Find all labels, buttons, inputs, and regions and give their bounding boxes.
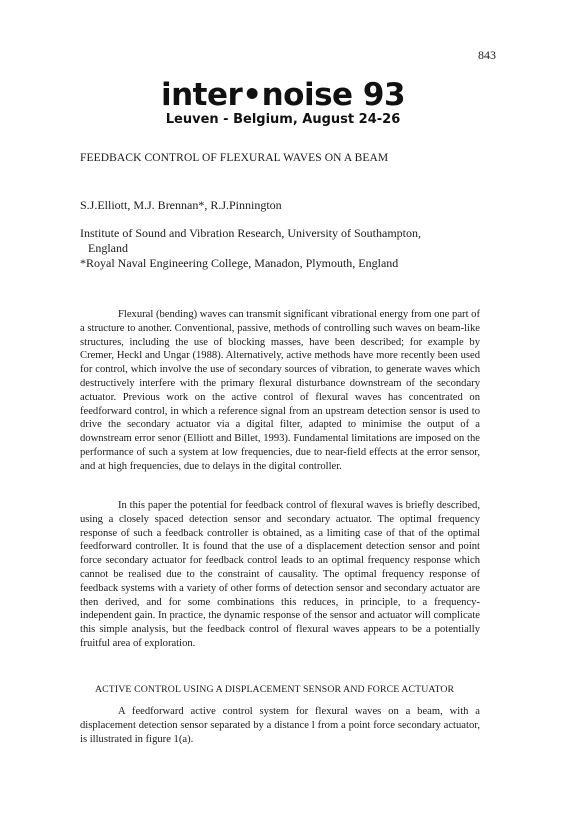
- paper-title: FEEDBACK CONTROL OF FLEXURAL WAVES ON A BEAM: [80, 152, 389, 164]
- conference-header: [0, 78, 566, 128]
- authors: S.J.Elliott, M.J. Brennan*, R.J.Pinnington: [80, 198, 282, 212]
- affiliation-1-country: England: [88, 241, 128, 255]
- conference-title: inter•noise 93: [160, 77, 406, 113]
- body-paragraph-2: In this paper the potential for feedback control of flexural waves is briefly described, using a closely spaced detection sensor and secondary actuator. The optimal frequency response of such a feedback controller is obtained, as a limiting case of that of the optimal feedforward controller. It is found that the use of a displacement detection sensor and point force secondary actuator for feedback control leads to an optimal frequency response which cannot be realised due to the constraint of causality. The optimal frequency response of feedback systems with a variety of other forms of detection sensor and secondary actuator are then derived, and for some combinations this reduces, in principle, to a frequency-independent gain. In practice, the dynamic response of the sensor and actuator will complicate this simple analysis, but the feedback control of flexural waves appears to be a potentially fruitful area of exploration.: [80, 500, 480, 649]
- body-paragraph-1: Flexural (bending) waves can transmit significant vibrational energy from one part of a structure to another. Conventional, passive, methods of controlling such waves on beam-like structures, including the use of blocking masses, have been described; for example by Cremer, Heckl and Ungar (1988). Alternatively, active methods have more recently been used for control, which involve the use of secondary sources of vibration, to generate waves which destructively interfere with the primary flexural disturbance downstream of the secondary actuator. Previous work on the active control of flexural waves has concentrated on feedforward control, in which a reference signal from an upstream detection sensor is used to drive the secondary actuator via a digital filter, adapted to minimise the output of a downstream error senor (Elliott and Billet, 1993). Fundamental limitations are imposed on the performance of such a system at low frequencies, due to near-field effects at the error sensor, and at high frequencies, due to delays in the digital controller.: [80, 309, 480, 472]
- affiliation-1: Institute of Sound and Vibration Research, University of Southampton,: [80, 226, 422, 240]
- body-paragraph-3: A feedforward active control system for flexural waves on a beam, with a displacement detection sensor separated by a distance l from a point force secondary actuator, is illustrated in figure 1(a).: [80, 706, 480, 745]
- affiliation-2: *Royal Naval Engineering College, Manadon, Plymouth, England: [80, 256, 399, 270]
- section-heading: ACTIVE CONTROL USING A DISPLACEMENT SENSOR AND FORCE ACTUATOR: [95, 684, 455, 695]
- conference-location: Leuven - Belgium, August 24-26: [165, 112, 401, 127]
- page-number: 843: [478, 48, 496, 62]
